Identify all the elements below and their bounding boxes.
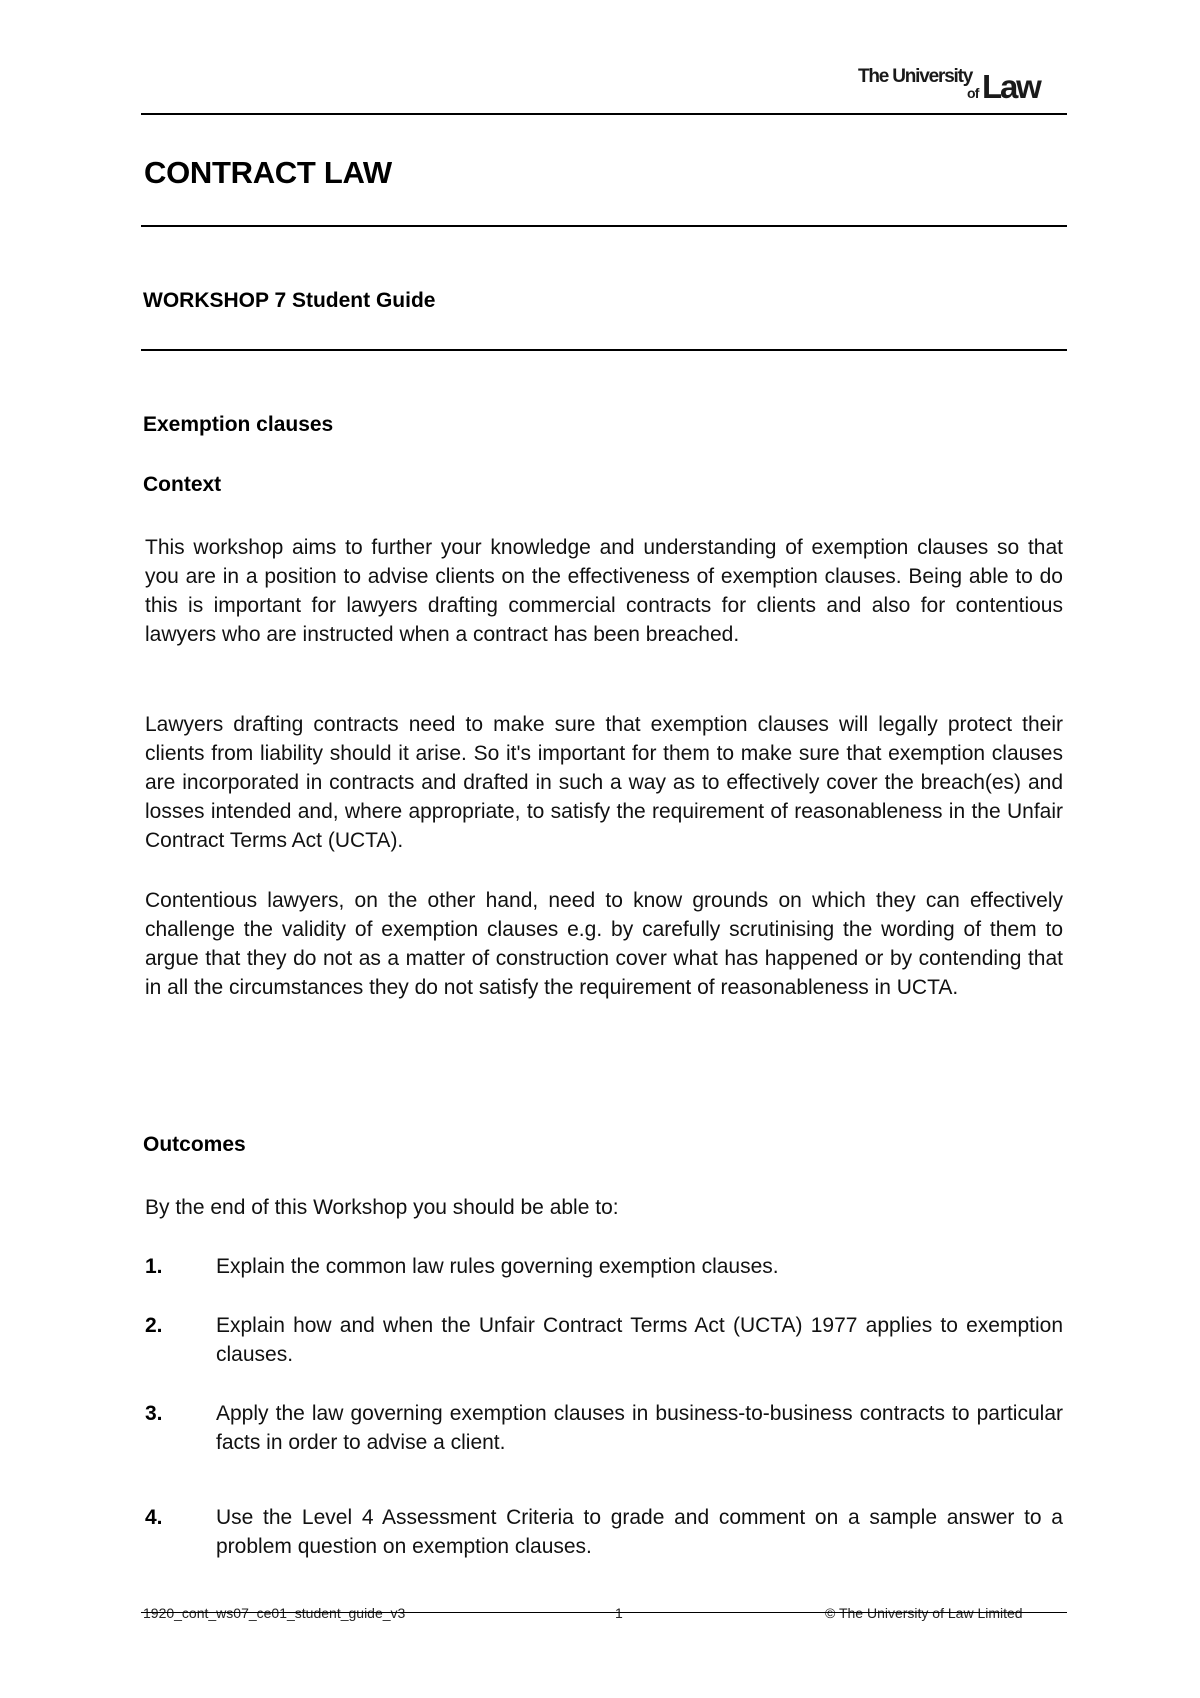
- context-paragraph-3: Contentious lawyers, on the other hand, need to know grounds on which they can effectively challenge the validity of exemption clauses e.g. by carefully scrutinising the wording of them to argue that they do not as a matter of construction cover what has happened or by contending that in all the circumstances they do not satisfy the requirement of reasonableness in UCTA.: [145, 889, 1063, 999]
- outcome-text: Explain how and when the Unfair Contract Terms Act (UCTA) 1977 applies to exemption clauses.: [216, 1314, 1063, 1366]
- footer-divider: [141, 1612, 1067, 1613]
- outcome-number: 3.: [145, 1402, 163, 1425]
- section-heading: Exemption clauses: [143, 413, 334, 436]
- outcome-number: 4.: [145, 1506, 163, 1529]
- title-divider: [141, 225, 1067, 227]
- outcome-text: Use the Level 4 Assessment Criteria to grade and comment on a sample answer to a problem question on exemption clauses.: [216, 1506, 1063, 1558]
- footer-document-code: 1920_cont_ws07_ce01_student_guide_v3: [143, 1605, 406, 1621]
- footer-page-number: 1: [615, 1605, 623, 1621]
- outcome-number: 2.: [145, 1314, 163, 1337]
- logo-text-the-university: The University: [858, 66, 973, 87]
- context-heading: Context: [143, 473, 222, 496]
- logo-text-law: Law: [982, 68, 1040, 105]
- document-subtitle: WORKSHOP 7 Student Guide: [143, 289, 436, 312]
- context-paragraph-2: Lawyers drafting contracts need to make sure that exemption clauses will legally protect their clients from liability should it arise. So it's important for them to make sure that exemption clauses are incorporated in contracts and drafted in such a way as to effectively cover the breach(es) and losses intended and, where appropriate, to satisfy the requirement of reasonableness in the Unfair Contract Terms Act (UCTA).: [145, 713, 1063, 852]
- outcome-text: Apply the law governing exemption clauses in business-to-business contracts to particular facts in order to advise a client.: [216, 1402, 1063, 1454]
- university-logo: [858, 64, 1068, 104]
- document-title: CONTRACT LAW: [144, 155, 392, 190]
- logo-text-of: of: [967, 85, 979, 101]
- footer-copyright: © The University of Law Limited: [825, 1605, 1023, 1621]
- header-divider: [141, 113, 1067, 115]
- outcomes-intro: By the end of this Workshop you should be able to:: [145, 1196, 619, 1219]
- subtitle-divider: [141, 349, 1067, 351]
- outcome-text: Explain the common law rules governing exemption clauses.: [216, 1255, 779, 1278]
- outcome-number: 1.: [145, 1255, 163, 1278]
- outcomes-heading: Outcomes: [143, 1133, 246, 1156]
- context-paragraph-1: This workshop aims to further your knowledge and understanding of exemption clauses so that you are in a position to advise clients on the effectiveness of exemption clauses. Being able to do this is important for lawyers drafting commercial contracts for clients and also for contentious lawyers who are instructed when a contract has been breached.: [145, 536, 1063, 646]
